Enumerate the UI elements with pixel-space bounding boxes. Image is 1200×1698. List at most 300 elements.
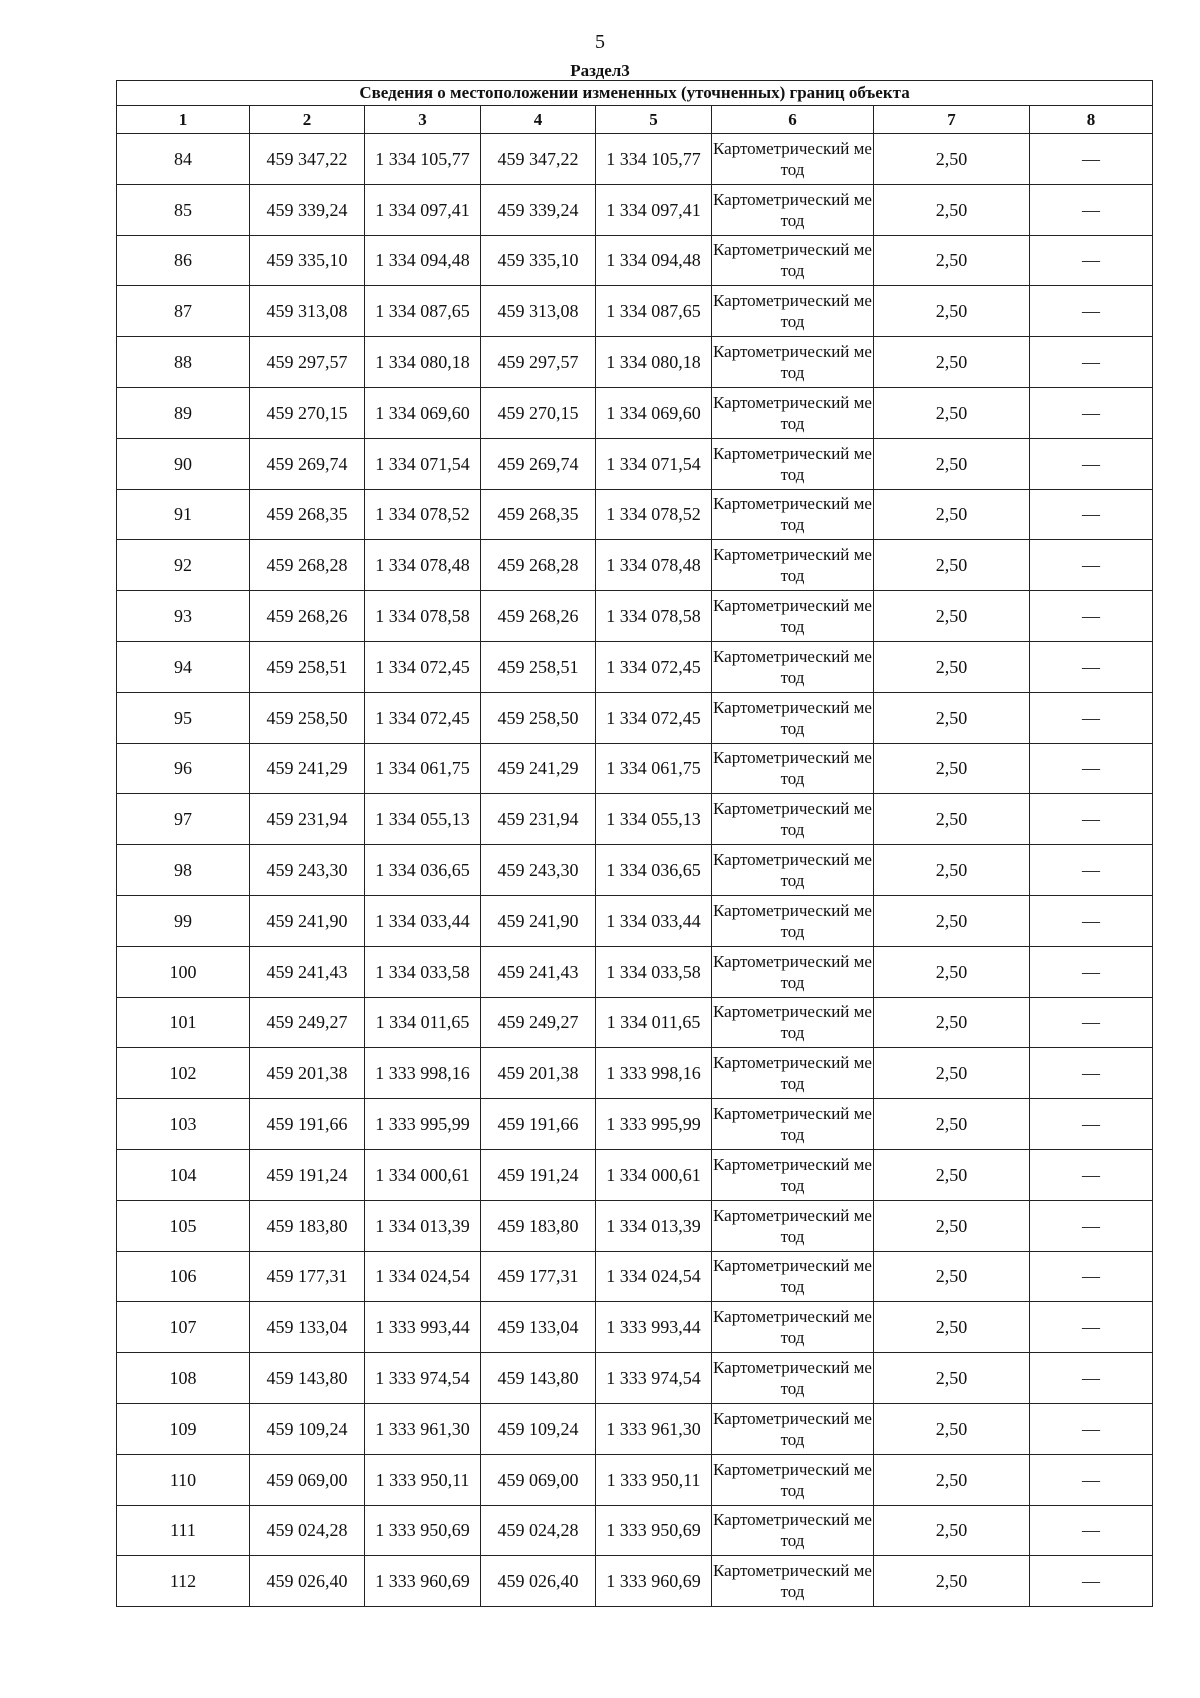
method-cell — [712, 743, 874, 794]
point-number-cell: 108 — [117, 1353, 250, 1404]
y-new-cell: 1 334 105,77 — [596, 134, 712, 185]
x-old-cell: 459 258,51 — [250, 641, 365, 692]
description-cell: — — [1030, 845, 1153, 896]
accuracy-cell: 2,50 — [874, 387, 1030, 438]
x-old-cell: 459 269,74 — [250, 438, 365, 489]
y-old-cell: 1 334 105,77 — [365, 134, 481, 185]
x-old-cell: 459 024,28 — [250, 1505, 365, 1556]
method-cell — [712, 134, 874, 185]
point-number-cell: 104 — [117, 1149, 250, 1200]
x-new-cell: 459 268,28 — [481, 540, 596, 591]
y-old-cell: 1 334 024,54 — [365, 1251, 481, 1302]
accuracy-cell: 2,50 — [874, 1505, 1030, 1556]
accuracy-cell: 2,50 — [874, 692, 1030, 743]
accuracy-cell: 2,50 — [874, 489, 1030, 540]
y-new-cell: 1 334 036,65 — [596, 845, 712, 896]
method-text: Картометрический метод — [713, 392, 872, 433]
method-cell — [712, 1099, 874, 1150]
point-number-cell: 109 — [117, 1403, 250, 1454]
point-number-cell: 105 — [117, 1200, 250, 1251]
point-number-cell: 90 — [117, 438, 250, 489]
x-old-cell: 459 183,80 — [250, 1200, 365, 1251]
table-body — [117, 134, 1153, 1607]
x-new-cell: 459 335,10 — [481, 235, 596, 286]
y-new-cell: 1 334 071,54 — [596, 438, 712, 489]
y-new-cell: 1 334 097,41 — [596, 184, 712, 235]
table-row — [117, 1048, 1153, 1099]
method-text: Картометрический метод — [713, 1256, 872, 1297]
table-row — [117, 235, 1153, 286]
x-old-cell: 459 268,26 — [250, 591, 365, 642]
y-new-cell: 1 334 033,58 — [596, 946, 712, 997]
method-cell — [712, 946, 874, 997]
x-old-cell: 459 241,43 — [250, 946, 365, 997]
table-row — [117, 337, 1153, 388]
x-new-cell: 459 026,40 — [481, 1556, 596, 1607]
method-cell — [712, 1200, 874, 1251]
description-cell: — — [1030, 743, 1153, 794]
y-old-cell: 1 334 078,52 — [365, 489, 481, 540]
accuracy-cell: 2,50 — [874, 1251, 1030, 1302]
description-cell: — — [1030, 1099, 1153, 1150]
description-cell: — — [1030, 1200, 1153, 1251]
x-old-cell: 459 109,24 — [250, 1403, 365, 1454]
description-cell: — — [1030, 946, 1153, 997]
x-old-cell: 459 241,90 — [250, 895, 365, 946]
description-cell: — — [1030, 438, 1153, 489]
column-number-5: 5 — [596, 106, 712, 134]
method-text: Картометрический метод — [713, 1104, 872, 1145]
y-new-cell: 1 334 013,39 — [596, 1200, 712, 1251]
point-number-cell: 91 — [117, 489, 250, 540]
x-new-cell: 459 133,04 — [481, 1302, 596, 1353]
y-old-cell: 1 334 000,61 — [365, 1149, 481, 1200]
point-number-cell: 94 — [117, 641, 250, 692]
method-cell — [712, 845, 874, 896]
point-number-cell: 98 — [117, 845, 250, 896]
table-row — [117, 794, 1153, 845]
table-row — [117, 1149, 1153, 1200]
y-new-cell: 1 333 974,54 — [596, 1353, 712, 1404]
x-old-cell: 459 268,35 — [250, 489, 365, 540]
x-new-cell: 459 109,24 — [481, 1403, 596, 1454]
point-number-cell: 93 — [117, 591, 250, 642]
y-new-cell: 1 334 069,60 — [596, 387, 712, 438]
method-cell — [712, 1454, 874, 1505]
method-text: Картометрический метод — [713, 646, 872, 687]
y-new-cell: 1 333 993,44 — [596, 1302, 712, 1353]
point-number-cell: 106 — [117, 1251, 250, 1302]
y-new-cell: 1 334 024,54 — [596, 1251, 712, 1302]
x-old-cell: 459 026,40 — [250, 1556, 365, 1607]
y-old-cell: 1 334 061,75 — [365, 743, 481, 794]
x-old-cell: 459 249,27 — [250, 997, 365, 1048]
table-row — [117, 997, 1153, 1048]
x-new-cell: 459 069,00 — [481, 1454, 596, 1505]
method-cell — [712, 438, 874, 489]
point-number-cell: 102 — [117, 1048, 250, 1099]
y-new-cell: 1 333 995,99 — [596, 1099, 712, 1150]
method-cell — [712, 794, 874, 845]
table-row — [117, 1353, 1153, 1404]
column-number-1: 1 — [117, 106, 250, 134]
method-cell — [712, 235, 874, 286]
x-old-cell: 459 231,94 — [250, 794, 365, 845]
table-row — [117, 489, 1153, 540]
y-old-cell: 1 333 960,69 — [365, 1556, 481, 1607]
y-new-cell: 1 334 061,75 — [596, 743, 712, 794]
accuracy-cell: 2,50 — [874, 895, 1030, 946]
description-cell: — — [1030, 540, 1153, 591]
column-number-6: 6 — [712, 106, 874, 134]
method-cell — [712, 591, 874, 642]
y-old-cell: 1 334 078,48 — [365, 540, 481, 591]
y-old-cell: 1 333 993,44 — [365, 1302, 481, 1353]
x-new-cell: 459 241,90 — [481, 895, 596, 946]
table-row — [117, 641, 1153, 692]
table-row — [117, 1251, 1153, 1302]
x-new-cell: 459 269,74 — [481, 438, 596, 489]
method-text: Картометрический метод — [713, 900, 872, 941]
y-old-cell: 1 334 087,65 — [365, 286, 481, 337]
x-old-cell: 459 069,00 — [250, 1454, 365, 1505]
point-number-cell: 92 — [117, 540, 250, 591]
method-text: Картометрический метод — [713, 850, 872, 891]
description-cell: — — [1030, 641, 1153, 692]
table-row — [117, 1403, 1153, 1454]
description-cell: — — [1030, 1454, 1153, 1505]
x-old-cell: 459 191,24 — [250, 1149, 365, 1200]
accuracy-cell: 2,50 — [874, 641, 1030, 692]
column-number-3: 3 — [365, 106, 481, 134]
point-number-cell: 86 — [117, 235, 250, 286]
y-new-cell: 1 334 078,48 — [596, 540, 712, 591]
x-old-cell: 459 268,28 — [250, 540, 365, 591]
method-cell — [712, 337, 874, 388]
point-number-cell: 95 — [117, 692, 250, 743]
x-new-cell: 459 177,31 — [481, 1251, 596, 1302]
method-text: Картометрический метод — [713, 240, 872, 281]
accuracy-cell: 2,50 — [874, 946, 1030, 997]
table-row — [117, 286, 1153, 337]
y-old-cell: 1 333 974,54 — [365, 1353, 481, 1404]
description-cell: — — [1030, 1302, 1153, 1353]
description-cell: — — [1030, 337, 1153, 388]
description-cell: — — [1030, 235, 1153, 286]
y-new-cell: 1 334 072,45 — [596, 641, 712, 692]
x-old-cell: 459 297,57 — [250, 337, 365, 388]
coordinates-table — [116, 80, 1153, 1607]
table-row — [117, 387, 1153, 438]
x-old-cell: 459 258,50 — [250, 692, 365, 743]
point-number-cell: 99 — [117, 895, 250, 946]
x-old-cell: 459 201,38 — [250, 1048, 365, 1099]
accuracy-cell: 2,50 — [874, 1099, 1030, 1150]
table-row — [117, 134, 1153, 185]
method-text: Картометрический метод — [713, 494, 872, 535]
column-number-2: 2 — [250, 106, 365, 134]
x-new-cell: 459 268,26 — [481, 591, 596, 642]
table-row — [117, 692, 1153, 743]
method-cell — [712, 895, 874, 946]
page-number: 5 — [595, 31, 605, 53]
description-cell: — — [1030, 591, 1153, 642]
method-cell — [712, 1505, 874, 1556]
x-new-cell: 459 231,94 — [481, 794, 596, 845]
method-cell — [712, 997, 874, 1048]
x-new-cell: 459 339,24 — [481, 184, 596, 235]
table-row — [117, 184, 1153, 235]
table-row — [117, 540, 1153, 591]
y-old-cell: 1 334 080,18 — [365, 337, 481, 388]
x-new-cell: 459 191,66 — [481, 1099, 596, 1150]
point-number-cell: 85 — [117, 184, 250, 235]
x-old-cell: 459 339,24 — [250, 184, 365, 235]
method-text: Картометрический метод — [713, 1408, 872, 1449]
x-new-cell: 459 249,27 — [481, 997, 596, 1048]
method-cell — [712, 489, 874, 540]
y-old-cell: 1 334 094,48 — [365, 235, 481, 286]
method-cell — [712, 641, 874, 692]
x-new-cell: 459 268,35 — [481, 489, 596, 540]
table-row — [117, 895, 1153, 946]
x-old-cell: 459 243,30 — [250, 845, 365, 896]
x-new-cell: 459 297,57 — [481, 337, 596, 388]
method-text: Картометрический метод — [713, 189, 872, 230]
column-number-4: 4 — [481, 106, 596, 134]
accuracy-cell: 2,50 — [874, 1353, 1030, 1404]
x-old-cell: 459 241,29 — [250, 743, 365, 794]
description-cell: — — [1030, 997, 1153, 1048]
description-cell: — — [1030, 1505, 1153, 1556]
point-number-cell: 96 — [117, 743, 250, 794]
accuracy-cell: 2,50 — [874, 337, 1030, 388]
y-new-cell: 1 334 087,65 — [596, 286, 712, 337]
y-new-cell: 1 334 078,52 — [596, 489, 712, 540]
x-new-cell: 459 258,50 — [481, 692, 596, 743]
table-row — [117, 1200, 1153, 1251]
description-cell: — — [1030, 184, 1153, 235]
x-old-cell: 459 270,15 — [250, 387, 365, 438]
description-cell: — — [1030, 489, 1153, 540]
x-new-cell: 459 183,80 — [481, 1200, 596, 1251]
description-cell: — — [1030, 895, 1153, 946]
y-old-cell: 1 334 013,39 — [365, 1200, 481, 1251]
method-text: Картометрический метод — [713, 1002, 872, 1043]
y-new-cell: 1 333 998,16 — [596, 1048, 712, 1099]
y-new-cell: 1 333 950,69 — [596, 1505, 712, 1556]
method-text: Картометрический метод — [713, 1510, 872, 1551]
y-old-cell: 1 334 033,44 — [365, 895, 481, 946]
method-text: Картометрический метод — [713, 697, 872, 738]
point-number-cell: 107 — [117, 1302, 250, 1353]
y-old-cell: 1 333 995,99 — [365, 1099, 481, 1150]
y-old-cell: 1 333 950,11 — [365, 1454, 481, 1505]
accuracy-cell: 2,50 — [874, 1200, 1030, 1251]
point-number-cell: 87 — [117, 286, 250, 337]
x-old-cell: 459 177,31 — [250, 1251, 365, 1302]
y-old-cell: 1 334 078,58 — [365, 591, 481, 642]
y-old-cell: 1 334 069,60 — [365, 387, 481, 438]
method-text: Картометрический метод — [713, 1561, 872, 1602]
method-text: Картометрический метод — [713, 1358, 872, 1399]
description-cell: — — [1030, 692, 1153, 743]
accuracy-cell: 2,50 — [874, 540, 1030, 591]
accuracy-cell: 2,50 — [874, 184, 1030, 235]
method-cell — [712, 387, 874, 438]
point-number-cell: 111 — [117, 1505, 250, 1556]
accuracy-cell: 2,50 — [874, 134, 1030, 185]
y-old-cell: 1 333 950,69 — [365, 1505, 481, 1556]
y-new-cell: 1 334 000,61 — [596, 1149, 712, 1200]
column-number-8: 8 — [1030, 106, 1153, 134]
method-cell — [712, 1048, 874, 1099]
point-number-cell: 103 — [117, 1099, 250, 1150]
method-cell — [712, 1353, 874, 1404]
accuracy-cell: 2,50 — [874, 1403, 1030, 1454]
accuracy-cell: 2,50 — [874, 1149, 1030, 1200]
table-row — [117, 1454, 1153, 1505]
x-old-cell: 459 313,08 — [250, 286, 365, 337]
y-old-cell: 1 334 097,41 — [365, 184, 481, 235]
point-number-cell: 100 — [117, 946, 250, 997]
accuracy-cell: 2,50 — [874, 794, 1030, 845]
method-cell — [712, 692, 874, 743]
y-new-cell: 1 333 961,30 — [596, 1403, 712, 1454]
y-old-cell: 1 334 055,13 — [365, 794, 481, 845]
accuracy-cell: 2,50 — [874, 591, 1030, 642]
method-text: Картометрический метод — [713, 799, 872, 840]
x-new-cell: 459 258,51 — [481, 641, 596, 692]
x-new-cell: 459 143,80 — [481, 1353, 596, 1404]
x-new-cell: 459 313,08 — [481, 286, 596, 337]
description-cell: — — [1030, 1149, 1153, 1200]
point-number-cell: 110 — [117, 1454, 250, 1505]
method-text: Картометрический метод — [713, 596, 872, 637]
y-new-cell: 1 333 960,69 — [596, 1556, 712, 1607]
accuracy-cell: 2,50 — [874, 743, 1030, 794]
method-text: Картометрический метод — [713, 1154, 872, 1195]
method-text: Картометрический метод — [713, 1459, 872, 1500]
y-old-cell: 1 333 998,16 — [365, 1048, 481, 1099]
method-text: Картометрический метод — [713, 1205, 872, 1246]
table-row — [117, 743, 1153, 794]
method-text: Картометрический метод — [713, 748, 872, 789]
accuracy-cell: 2,50 — [874, 1048, 1030, 1099]
accuracy-cell: 2,50 — [874, 286, 1030, 337]
description-cell: — — [1030, 286, 1153, 337]
method-cell — [712, 184, 874, 235]
y-new-cell: 1 334 011,65 — [596, 997, 712, 1048]
y-new-cell: 1 334 080,18 — [596, 337, 712, 388]
x-new-cell: 459 347,22 — [481, 134, 596, 185]
x-new-cell: 459 241,43 — [481, 946, 596, 997]
point-number-cell: 84 — [117, 134, 250, 185]
point-number-cell: 89 — [117, 387, 250, 438]
x-old-cell: 459 133,04 — [250, 1302, 365, 1353]
x-old-cell: 459 347,22 — [250, 134, 365, 185]
y-old-cell: 1 334 071,54 — [365, 438, 481, 489]
table-row — [117, 1302, 1153, 1353]
accuracy-cell: 2,50 — [874, 845, 1030, 896]
y-old-cell: 1 334 036,65 — [365, 845, 481, 896]
method-text: Картометрический метод — [713, 342, 872, 383]
column-number-7: 7 — [874, 106, 1030, 134]
method-text: Картометрический метод — [713, 291, 872, 332]
x-new-cell: 459 270,15 — [481, 387, 596, 438]
method-text: Картометрический метод — [713, 951, 872, 992]
method-cell — [712, 1149, 874, 1200]
method-cell — [712, 1302, 874, 1353]
description-cell: — — [1030, 1048, 1153, 1099]
table-row — [117, 946, 1153, 997]
y-new-cell: 1 334 055,13 — [596, 794, 712, 845]
method-cell — [712, 1556, 874, 1607]
accuracy-cell: 2,50 — [874, 1556, 1030, 1607]
x-old-cell: 459 143,80 — [250, 1353, 365, 1404]
table-row — [117, 845, 1153, 896]
table-caption: Сведения о местоположении измененных (уточненных) границ объекта — [117, 81, 1153, 106]
x-new-cell: 459 241,29 — [481, 743, 596, 794]
method-text: Картометрический метод — [713, 545, 872, 586]
table-row — [117, 438, 1153, 489]
x-new-cell: 459 243,30 — [481, 845, 596, 896]
accuracy-cell: 2,50 — [874, 438, 1030, 489]
y-new-cell: 1 334 033,44 — [596, 895, 712, 946]
point-number-cell: 112 — [117, 1556, 250, 1607]
method-text: Картометрический метод — [713, 443, 872, 484]
y-new-cell: 1 333 950,11 — [596, 1454, 712, 1505]
description-cell: — — [1030, 1556, 1153, 1607]
x-new-cell: 459 024,28 — [481, 1505, 596, 1556]
x-new-cell: 459 201,38 — [481, 1048, 596, 1099]
table-row — [117, 591, 1153, 642]
method-cell — [712, 1251, 874, 1302]
y-new-cell: 1 334 072,45 — [596, 692, 712, 743]
y-new-cell: 1 334 078,58 — [596, 591, 712, 642]
point-number-cell: 101 — [117, 997, 250, 1048]
point-number-cell: 88 — [117, 337, 250, 388]
accuracy-cell: 2,50 — [874, 1454, 1030, 1505]
column-number-row — [117, 106, 1153, 134]
point-number-cell: 97 — [117, 794, 250, 845]
y-old-cell: 1 334 011,65 — [365, 997, 481, 1048]
method-cell — [712, 286, 874, 337]
method-cell — [712, 1403, 874, 1454]
y-old-cell: 1 334 072,45 — [365, 641, 481, 692]
method-text: Картометрический метод — [713, 138, 872, 179]
description-cell: — — [1030, 134, 1153, 185]
description-cell: — — [1030, 794, 1153, 845]
description-cell: — — [1030, 1353, 1153, 1404]
description-cell: — — [1030, 1251, 1153, 1302]
x-old-cell: 459 335,10 — [250, 235, 365, 286]
y-new-cell: 1 334 094,48 — [596, 235, 712, 286]
table-row — [117, 1505, 1153, 1556]
accuracy-cell: 2,50 — [874, 1302, 1030, 1353]
y-old-cell: 1 333 961,30 — [365, 1403, 481, 1454]
table-row — [117, 1099, 1153, 1150]
section-title: Раздел3 — [570, 61, 630, 80]
method-text: Картометрический метод — [713, 1053, 872, 1094]
method-text: Картометрический метод — [713, 1307, 872, 1348]
x-new-cell: 459 191,24 — [481, 1149, 596, 1200]
table-row — [117, 1556, 1153, 1607]
accuracy-cell: 2,50 — [874, 997, 1030, 1048]
y-old-cell: 1 334 033,58 — [365, 946, 481, 997]
y-old-cell: 1 334 072,45 — [365, 692, 481, 743]
accuracy-cell: 2,50 — [874, 235, 1030, 286]
